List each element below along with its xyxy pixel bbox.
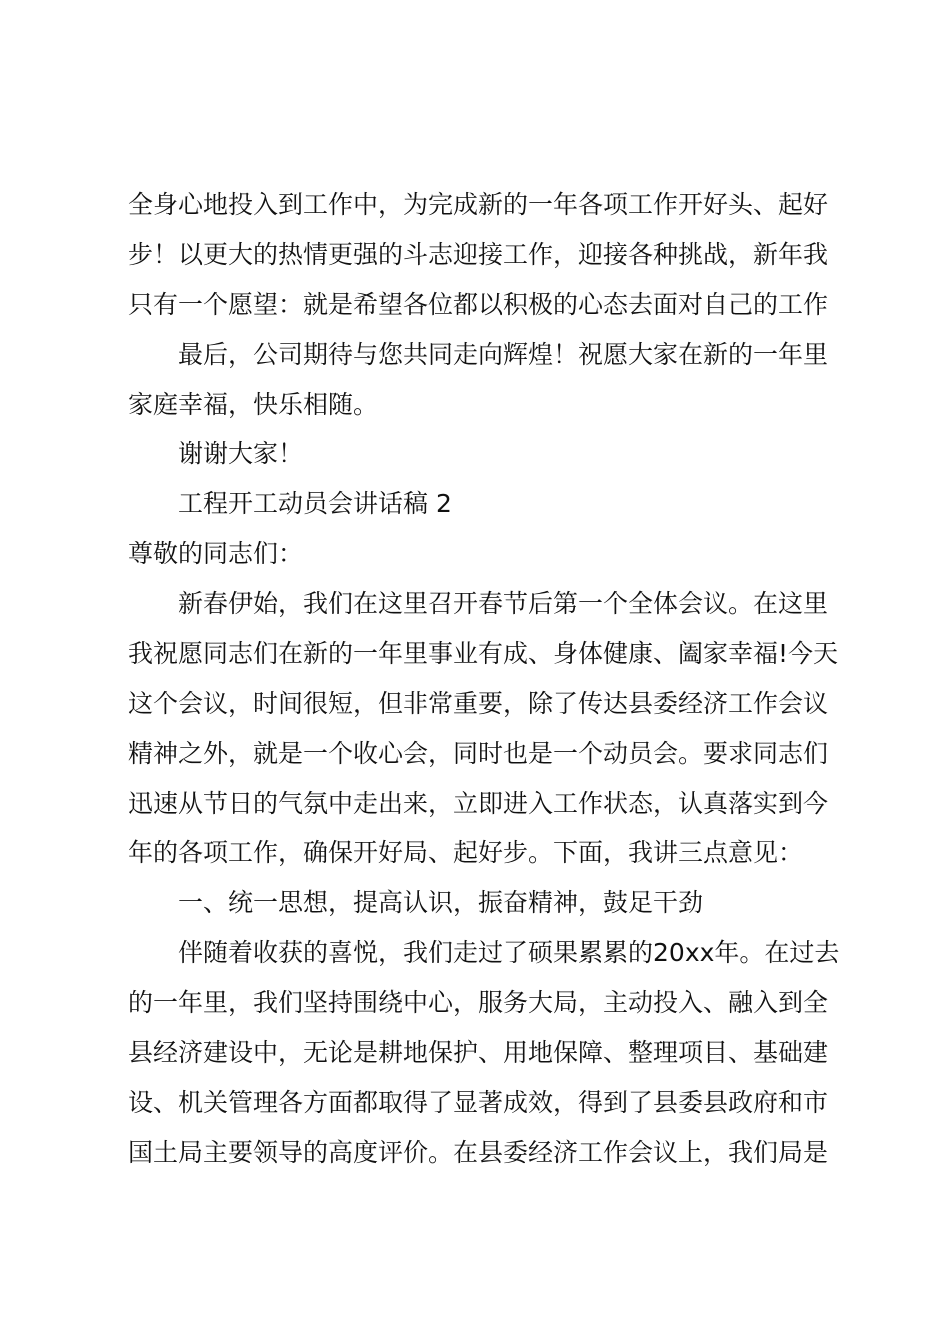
text-line: 的一年里，我们坚持围绕中心，服务大局，主动投入、融入到全 [128, 988, 829, 1017]
text-line: 县经济建设中，无论是耕地保护、用地保障、整理项目、基础建 [128, 1038, 829, 1067]
salutation: 尊敬的同志们： [128, 539, 304, 568]
text-line: 迅速从节日的气氛中走出来，立即进入工作状态，认真落实到今 [128, 789, 829, 818]
text-line: 最后，公司期待与您共同走向辉煌！祝愿大家在新的一年里 [178, 340, 829, 369]
text-line: 步！以更大的热情更强的斗志迎接工作，迎接各种挑战，新年我 [128, 240, 829, 269]
section-title: 工程开工动员会讲话稿 2 [178, 489, 452, 518]
text-line: 全身心地投入到工作中，为完成新的一年各项工作开好头、起好 [128, 190, 829, 219]
text-line: 设、机关管理各方面都取得了显著成效，得到了县委县政府和市 [128, 1088, 829, 1117]
text-line: 新春伊始，我们在这里召开春节后第一个全体会议。在这里 [178, 589, 829, 618]
text-line: 国土局主要领导的高度评价。在县委经济工作会议上，我们局是 [128, 1138, 829, 1167]
text-line: 精神之外，就是一个收心会，同时也是一个动员会。要求同志们 [128, 739, 829, 768]
text-line: 我祝愿同志们在新的一年里事业有成、身体健康、阖家幸福!今天 [128, 639, 839, 668]
text-line: 这个会议，时间很短，但非常重要，除了传达县委经济工作会议 [128, 689, 829, 718]
text-line: 只有一个愿望：就是希望各位都以积极的心态去面对自己的工作 [128, 290, 829, 319]
text-line: 年的各项工作，确保开好局、起好步。下面，我讲三点意见： [128, 838, 804, 867]
text-line: 家庭幸福，快乐相随。 [128, 390, 379, 419]
point-heading: 一、统一思想，提高认识，振奋精神，鼓足干劲 [178, 888, 704, 917]
text-line: 伴随着收获的喜悦，我们走过了硕果累累的20xx年。在过去 [178, 938, 840, 967]
text-line: 谢谢大家！ [178, 439, 304, 468]
